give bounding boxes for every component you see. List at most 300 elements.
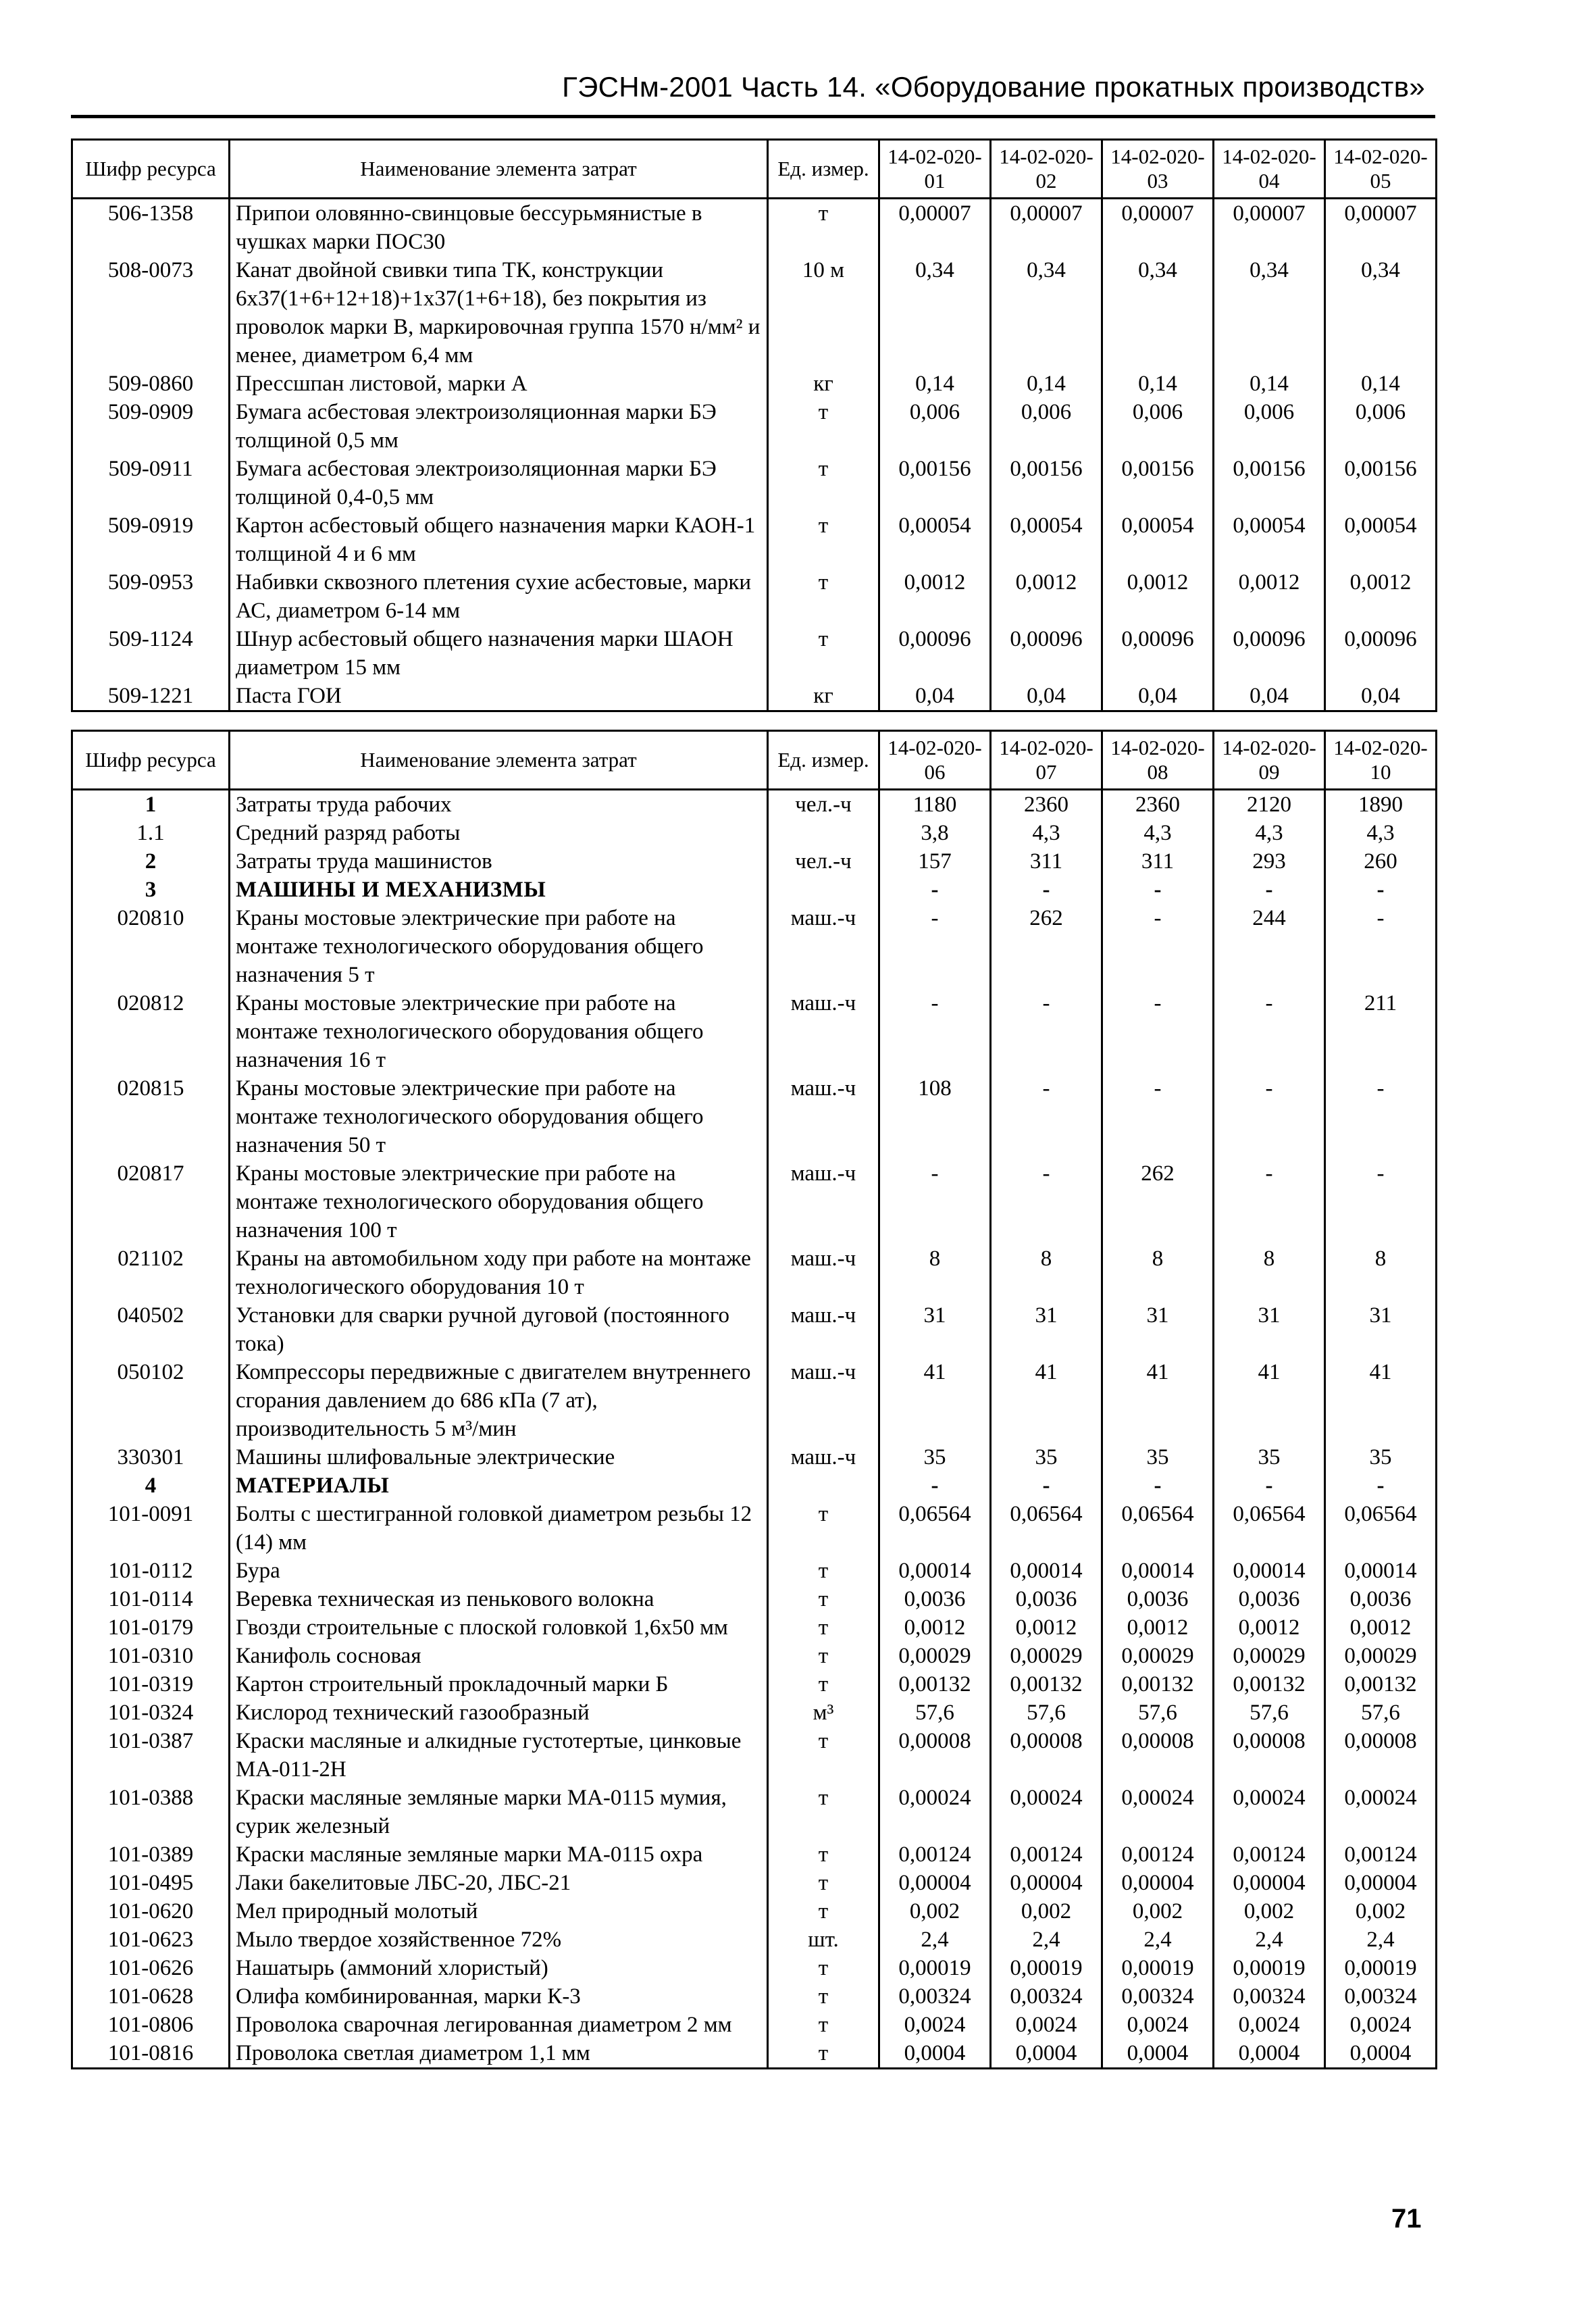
resource-name: Проволока сварочная легированная диаметром 2 мм — [230, 2011, 768, 2039]
resource-name: Краски масляные земляные марки МА-0115 охра — [230, 1840, 768, 1869]
rate-value: 8 — [879, 1244, 991, 1301]
rate-value: 35 — [991, 1443, 1102, 1472]
rate-value: 0,0036 — [1102, 1585, 1214, 1613]
rate-value: 0,00008 — [879, 1727, 991, 1784]
rate-value: 244 — [1214, 904, 1325, 989]
rate-value: 0,00019 — [1102, 1954, 1214, 1982]
rate-value: 0,0024 — [1214, 2011, 1325, 2039]
rate-value: 311 — [991, 847, 1102, 876]
resource-name: Бура — [230, 1557, 768, 1585]
rate-value: 0,0024 — [1102, 2011, 1214, 2039]
resource-code: 020817 — [72, 1159, 230, 1244]
rate-value: - — [1102, 876, 1214, 904]
rate-value: 0,00014 — [991, 1557, 1102, 1585]
rate-value: 8 — [1214, 1244, 1325, 1301]
unit-of-measure: т — [768, 1869, 879, 1897]
rate-value: 0,006 — [991, 398, 1102, 455]
rate-value: 0,00024 — [1325, 1784, 1437, 1840]
resource-code: 101-0626 — [72, 1954, 230, 1982]
rate-value: - — [991, 1472, 1102, 1500]
resource-code: 101-0620 — [72, 1897, 230, 1926]
rate-value: - — [879, 904, 991, 989]
resource-table-2 — [71, 730, 1437, 2069]
rate-value: 0,0012 — [879, 1613, 991, 1642]
resource-code: 508-0073 — [72, 256, 230, 370]
rate-value: 0,00132 — [991, 1670, 1102, 1699]
resource-name: Бумага асбестовая электроизоляционная марки БЭ толщиной 0,4-0,5 мм — [230, 455, 768, 511]
resource-name: Краски масляные земляные марки МА-0115 мумия, сурик железный — [230, 1784, 768, 1840]
unit-of-measure: т — [768, 1670, 879, 1699]
section-row — [72, 1472, 1437, 1500]
rate-value: 0,00019 — [879, 1954, 991, 1982]
rate-value: 57,6 — [991, 1699, 1102, 1727]
rate-value: 0,06564 — [1214, 1500, 1325, 1557]
rate-value: 0,0012 — [879, 568, 991, 625]
rate-value: 4,3 — [1214, 819, 1325, 847]
rate-value: 0,00124 — [991, 1840, 1102, 1869]
table-row — [72, 1443, 1437, 1472]
resource-code: 1.1 — [72, 819, 230, 847]
unit-of-measure: т — [768, 1982, 879, 2011]
rate-value: 0,00132 — [1325, 1670, 1437, 1699]
resource-code: 101-0310 — [72, 1642, 230, 1670]
rate-value: 0,14 — [991, 370, 1102, 398]
rate-value: 0,002 — [1102, 1897, 1214, 1926]
resource-name: МАТЕРИАЛЫ — [230, 1472, 768, 1500]
resource-name: Краны на автомобильном ходу при работе на монтаже технологического оборудования 10 т — [230, 1244, 768, 1301]
rate-value: 293 — [1214, 847, 1325, 876]
table-row — [72, 1500, 1437, 1557]
resource-code: 021102 — [72, 1244, 230, 1301]
rate-value: 0,00124 — [1325, 1840, 1437, 1869]
table-header-row — [72, 731, 1437, 790]
resource-code: 509-0911 — [72, 455, 230, 511]
table-row — [72, 199, 1437, 257]
column-header-rate: 14-02-020-10 — [1325, 731, 1437, 790]
column-header-rate: 14-02-020-04 — [1214, 140, 1325, 199]
rate-value: 0,06564 — [991, 1500, 1102, 1557]
unit-of-measure: маш.-ч — [768, 1159, 879, 1244]
rate-value: 0,00004 — [1102, 1869, 1214, 1897]
rate-value: 4,3 — [1102, 819, 1214, 847]
rate-value: 0,04 — [1214, 682, 1325, 711]
rate-value: 31 — [991, 1301, 1102, 1358]
rate-value: 0,00024 — [1102, 1784, 1214, 1840]
resource-name: Краны мостовые электрические при работе на монтаже технологического оборудования общего назначения 16 т — [230, 989, 768, 1074]
rate-value: 0,04 — [1325, 682, 1437, 711]
unit-of-measure: т — [768, 398, 879, 455]
rate-value: 35 — [879, 1443, 991, 1472]
page-number: 71 — [1391, 2204, 1422, 2234]
rate-value: 0,00004 — [1214, 1869, 1325, 1897]
unit-of-measure: кг — [768, 370, 879, 398]
rate-value: 0,00007 — [879, 199, 991, 257]
rate-value: 260 — [1325, 847, 1437, 876]
rate-value: 8 — [1325, 1244, 1437, 1301]
resource-code: 020812 — [72, 989, 230, 1074]
rate-value: 0,00324 — [1325, 1982, 1437, 2011]
unit-of-measure: т — [768, 1954, 879, 1982]
rate-value: 35 — [1102, 1443, 1214, 1472]
table-row — [72, 790, 1437, 820]
unit-of-measure: маш.-ч — [768, 1244, 879, 1301]
rate-value: 0,0012 — [991, 1613, 1102, 1642]
resource-name: Канат двойной свивки типа ТК, конструкции 6x37(1+6+12+18)+1x37(1+6+18), без покрытия из проволок марки В, маркировочная группа 1570 н/мм² и менее, диаметром 6,4 мм — [230, 256, 768, 370]
rate-value: 0,002 — [1214, 1897, 1325, 1926]
unit-of-measure: т — [768, 1585, 879, 1613]
rate-value: 41 — [1102, 1358, 1214, 1443]
rate-value: 0,0004 — [1214, 2039, 1325, 2069]
rate-value: 0,00124 — [879, 1840, 991, 1869]
table-row — [72, 1840, 1437, 1869]
rate-value: 0,00008 — [1102, 1727, 1214, 1784]
rate-value: 0,04 — [991, 682, 1102, 711]
resource-name: Припои оловянно-свинцовые бессурьмянистые в чушках марки ПОС30 — [230, 199, 768, 257]
resource-code: 330301 — [72, 1443, 230, 1472]
rate-value: 0,00024 — [991, 1784, 1102, 1840]
rate-value: 35 — [1325, 1443, 1437, 1472]
rate-value: - — [991, 1159, 1102, 1244]
rate-value: 0,00019 — [1325, 1954, 1437, 1982]
rate-value: 0,00008 — [1325, 1727, 1437, 1784]
table-row — [72, 1074, 1437, 1159]
rate-value: 0,00132 — [879, 1670, 991, 1699]
rate-value: 0,04 — [1102, 682, 1214, 711]
rate-value: 0,00096 — [991, 625, 1102, 682]
rate-value: 0,006 — [879, 398, 991, 455]
rate-value: - — [1102, 1074, 1214, 1159]
rate-value: - — [879, 1159, 991, 1244]
rate-value: 0,34 — [1325, 256, 1437, 370]
unit-of-measure: т — [768, 199, 879, 257]
rate-value: 0,34 — [1214, 256, 1325, 370]
unit-of-measure: т — [768, 511, 879, 568]
column-header-rate: 14-02-020-08 — [1102, 731, 1214, 790]
rate-value: 0,00007 — [1214, 199, 1325, 257]
rate-value: - — [1325, 1159, 1437, 1244]
rate-value: 0,0012 — [1214, 1613, 1325, 1642]
resource-name: Компрессоры передвижные с двигателем внутреннего сгорания давлением до 686 кПа (7 ат), производительность 5 м³/мин — [230, 1358, 768, 1443]
rate-value: 2360 — [1102, 790, 1214, 820]
unit-of-measure — [768, 819, 879, 847]
rate-value: 0,00019 — [991, 1954, 1102, 1982]
table-row — [72, 682, 1437, 711]
resource-name: Паста ГОИ — [230, 682, 768, 711]
column-header-unit: Ед. измер. — [768, 731, 879, 790]
column-header-rate: 14-02-020-07 — [991, 731, 1102, 790]
resource-code: 101-0114 — [72, 1585, 230, 1613]
unit-of-measure: маш.-ч — [768, 1358, 879, 1443]
rate-value: 0,006 — [1214, 398, 1325, 455]
rate-value: 0,00008 — [991, 1727, 1102, 1784]
resource-name: Олифа комбинированная, марки К-3 — [230, 1982, 768, 2011]
resource-name: Картон асбестовый общего назначения марки КАОН-1 толщиной 4 и 6 мм — [230, 511, 768, 568]
header-rule — [71, 115, 1435, 118]
rate-value: 2360 — [991, 790, 1102, 820]
resource-name: Нашатырь (аммоний хлористый) — [230, 1954, 768, 1982]
resource-code: 101-0389 — [72, 1840, 230, 1869]
resource-code: 101-0388 — [72, 1784, 230, 1840]
rate-value: 0,0004 — [991, 2039, 1102, 2069]
rate-value: 0,04 — [879, 682, 991, 711]
rate-value: 0,00029 — [1325, 1642, 1437, 1670]
resource-name: Шнур асбестовый общего назначения марки ШАОН диаметром 15 мм — [230, 625, 768, 682]
resource-code: 101-0324 — [72, 1699, 230, 1727]
rate-value: 0,00024 — [879, 1784, 991, 1840]
column-header-rate: 14-02-020-05 — [1325, 140, 1437, 199]
rate-value: 0,00014 — [1325, 1557, 1437, 1585]
unit-of-measure: т — [768, 568, 879, 625]
unit-of-measure — [768, 876, 879, 904]
table-row — [72, 1557, 1437, 1585]
rate-value: 157 — [879, 847, 991, 876]
rate-value: - — [1214, 876, 1325, 904]
rate-value: 0,0024 — [1325, 2011, 1437, 2039]
table-row — [72, 455, 1437, 511]
unit-of-measure: т — [768, 625, 879, 682]
unit-of-measure: м³ — [768, 1699, 879, 1727]
rate-value: 57,6 — [879, 1699, 991, 1727]
resource-name: Мел природный молотый — [230, 1897, 768, 1926]
rate-value: - — [1325, 904, 1437, 989]
rate-value: 0,06564 — [1325, 1500, 1437, 1557]
resource-name: Краны мостовые электрические при работе на монтаже технологического оборудования общего назначения 5 т — [230, 904, 768, 989]
rate-value: 0,002 — [991, 1897, 1102, 1926]
table-row — [72, 1244, 1437, 1301]
rate-value: 0,0036 — [991, 1585, 1102, 1613]
rate-value: 2,4 — [1325, 1926, 1437, 1954]
rate-value: 0,0024 — [991, 2011, 1102, 2039]
rate-value: - — [1325, 1472, 1437, 1500]
unit-of-measure: т — [768, 1840, 879, 1869]
resource-name: Кислород технический газообразный — [230, 1699, 768, 1727]
rate-value: 2,4 — [991, 1926, 1102, 1954]
rate-value: 0,14 — [1325, 370, 1437, 398]
rate-value: 262 — [1102, 1159, 1214, 1244]
resource-code: 101-0628 — [72, 1982, 230, 2011]
rate-value: - — [1325, 876, 1437, 904]
table-row — [72, 256, 1437, 370]
rate-value: 0,00004 — [879, 1869, 991, 1897]
rate-value: - — [879, 989, 991, 1074]
rate-value: 8 — [1102, 1244, 1214, 1301]
unit-of-measure — [768, 1472, 879, 1500]
rate-value: 0,34 — [991, 256, 1102, 370]
resource-code: 509-1124 — [72, 625, 230, 682]
table-row — [72, 1982, 1437, 2011]
rate-value: 0,00029 — [1102, 1642, 1214, 1670]
unit-of-measure: маш.-ч — [768, 1301, 879, 1358]
rate-value: 0,0012 — [1214, 568, 1325, 625]
resource-code: 020810 — [72, 904, 230, 989]
table-row — [72, 1727, 1437, 1784]
rate-value: - — [1102, 1472, 1214, 1500]
resource-name: МАШИНЫ И МЕХАНИЗМЫ — [230, 876, 768, 904]
table-row — [72, 1869, 1437, 1897]
rate-value: 0,00014 — [879, 1557, 991, 1585]
resource-code: 050102 — [72, 1358, 230, 1443]
unit-of-measure: кг — [768, 682, 879, 711]
rate-value: 0,00132 — [1214, 1670, 1325, 1699]
resource-code: 101-0179 — [72, 1613, 230, 1642]
rate-value: 0,00324 — [879, 1982, 991, 2011]
table-row — [72, 1670, 1437, 1699]
table-row — [72, 1954, 1437, 1982]
rate-value: 0,006 — [1102, 398, 1214, 455]
rate-value: 0,00019 — [1214, 1954, 1325, 1982]
resource-code: 101-0806 — [72, 2011, 230, 2039]
resource-code: 101-0816 — [72, 2039, 230, 2069]
table-row — [72, 2039, 1437, 2069]
rate-value: 108 — [879, 1074, 991, 1159]
rate-value: - — [991, 876, 1102, 904]
table-row — [72, 819, 1437, 847]
rate-value: 2120 — [1214, 790, 1325, 820]
resource-code: 2 — [72, 847, 230, 876]
resource-code: 101-0495 — [72, 1869, 230, 1897]
resource-name: Машины шлифовальные электрические — [230, 1443, 768, 1472]
resource-name: Краны мостовые электрические при работе на монтаже технологического оборудования общего назначения 100 т — [230, 1159, 768, 1244]
resource-name: Краны мостовые электрические при работе на монтаже технологического оборудования общего назначения 50 т — [230, 1074, 768, 1159]
rate-value: 0,00054 — [1102, 511, 1214, 568]
rate-value: 41 — [879, 1358, 991, 1443]
resource-code: 040502 — [72, 1301, 230, 1358]
resource-name: Установки для сварки ручной дуговой (постоянного тока) — [230, 1301, 768, 1358]
unit-of-measure: т — [768, 1727, 879, 1784]
rate-value: 0,00054 — [1214, 511, 1325, 568]
rate-value: 0,0012 — [991, 568, 1102, 625]
rate-value: 31 — [1102, 1301, 1214, 1358]
rate-value: - — [1214, 1159, 1325, 1244]
rate-value: 0,14 — [1102, 370, 1214, 398]
resource-code: 101-0623 — [72, 1926, 230, 1954]
unit-of-measure: маш.-ч — [768, 1074, 879, 1159]
rate-value: 0,0036 — [879, 1585, 991, 1613]
unit-of-measure: т — [768, 1500, 879, 1557]
unit-of-measure: шт. — [768, 1926, 879, 1954]
table-row — [72, 904, 1437, 989]
unit-of-measure: т — [768, 1557, 879, 1585]
resource-code: 3 — [72, 876, 230, 904]
rate-value: 0,14 — [1214, 370, 1325, 398]
unit-of-measure: маш.-ч — [768, 989, 879, 1074]
resource-name: Лаки бакелитовые ЛБС-20, ЛБС-21 — [230, 1869, 768, 1897]
rate-value: 0,00054 — [991, 511, 1102, 568]
rate-value: 0,0012 — [1102, 568, 1214, 625]
table-row — [72, 398, 1437, 455]
rate-value: 0,00054 — [1325, 511, 1437, 568]
resource-name: Затраты труда рабочих — [230, 790, 768, 820]
resource-code: 509-0953 — [72, 568, 230, 625]
rate-value: 0,00324 — [1102, 1982, 1214, 2011]
table-row — [72, 989, 1437, 1074]
rate-value: 0,06564 — [879, 1500, 991, 1557]
resource-name: Болты с шестигранной головкой диаметром резьбы 12 (14) мм — [230, 1500, 768, 1557]
rate-value: 0,34 — [1102, 256, 1214, 370]
rate-value: 0,00324 — [991, 1982, 1102, 2011]
rate-value: - — [991, 989, 1102, 1074]
column-header-rate: 14-02-020-02 — [991, 140, 1102, 199]
resource-code: 101-0091 — [72, 1500, 230, 1557]
rate-value: 0,0012 — [1325, 1613, 1437, 1642]
resource-name: Затраты труда машинистов — [230, 847, 768, 876]
rate-value: 0,00096 — [879, 625, 991, 682]
rate-value: 41 — [1325, 1358, 1437, 1443]
resource-name: Мыло твердое хозяйственное 72% — [230, 1926, 768, 1954]
rate-value: 0,00029 — [991, 1642, 1102, 1670]
rate-value: 0,00096 — [1102, 625, 1214, 682]
unit-of-measure: 10 м — [768, 256, 879, 370]
table-row — [72, 1897, 1437, 1926]
rate-value: - — [1214, 989, 1325, 1074]
rate-value: 41 — [1214, 1358, 1325, 1443]
rate-value: - — [1214, 1074, 1325, 1159]
resource-code: 506-1358 — [72, 199, 230, 257]
rate-value: 2,4 — [879, 1926, 991, 1954]
rate-value: 0,0004 — [879, 2039, 991, 2069]
table-row — [72, 1926, 1437, 1954]
rate-value: 0,00004 — [1325, 1869, 1437, 1897]
column-header-name: Наименование элемента затрат — [230, 731, 768, 790]
resource-code: 101-0112 — [72, 1557, 230, 1585]
unit-of-measure: т — [768, 2039, 879, 2069]
rate-value: 0,00124 — [1102, 1840, 1214, 1869]
rate-value: 31 — [1325, 1301, 1437, 1358]
rate-value: 0,00008 — [1214, 1727, 1325, 1784]
unit-of-measure: т — [768, 1642, 879, 1670]
rate-value: 0,00324 — [1214, 1982, 1325, 2011]
rate-value: 0,00156 — [1214, 455, 1325, 511]
table-row — [72, 1642, 1437, 1670]
rate-value: 0,00124 — [1214, 1840, 1325, 1869]
table-row — [72, 511, 1437, 568]
table-row — [72, 1585, 1437, 1613]
rate-value: 0,00156 — [1325, 455, 1437, 511]
rate-value: 0,0024 — [879, 2011, 991, 2039]
table-row — [72, 847, 1437, 876]
resource-code: 1 — [72, 790, 230, 820]
resource-name: Бумага асбестовая электроизоляционная марки БЭ толщиной 0,5 мм — [230, 398, 768, 455]
rate-value: 1180 — [879, 790, 991, 820]
column-header-unit: Ед. измер. — [768, 140, 879, 199]
rate-value: 57,6 — [1325, 1699, 1437, 1727]
rate-value: 0,00007 — [1325, 199, 1437, 257]
resource-table-1 — [71, 139, 1437, 712]
column-header-rate: 14-02-020-06 — [879, 731, 991, 790]
resource-code: 020815 — [72, 1074, 230, 1159]
table-row — [72, 1699, 1437, 1727]
rate-value: 0,14 — [879, 370, 991, 398]
rate-value: 262 — [991, 904, 1102, 989]
rate-value: 0,00156 — [1102, 455, 1214, 511]
rate-value: 0,002 — [1325, 1897, 1437, 1926]
column-header-rate: 14-02-020-09 — [1214, 731, 1325, 790]
rate-value: 0,0004 — [1102, 2039, 1214, 2069]
rate-value: 31 — [879, 1301, 991, 1358]
rate-value: 31 — [1214, 1301, 1325, 1358]
resource-name: Проволока светлая диаметром 1,1 мм — [230, 2039, 768, 2069]
running-header: ГЭСНм-2001 Часть 14. «Оборудование прокатных производств» — [562, 71, 1425, 103]
rate-value: 311 — [1102, 847, 1214, 876]
rate-value: 0,0036 — [1325, 1585, 1437, 1613]
column-header-rate: 14-02-020-03 — [1102, 140, 1214, 199]
rate-value: 0,002 — [879, 1897, 991, 1926]
rate-value: 0,06564 — [1102, 1500, 1214, 1557]
column-header-code: Шифр ресурса — [72, 140, 230, 199]
resource-name: Краски масляные и алкидные густотертые, цинковые МА-011-2Н — [230, 1727, 768, 1784]
rate-value: 0,00004 — [991, 1869, 1102, 1897]
table-row — [72, 625, 1437, 682]
